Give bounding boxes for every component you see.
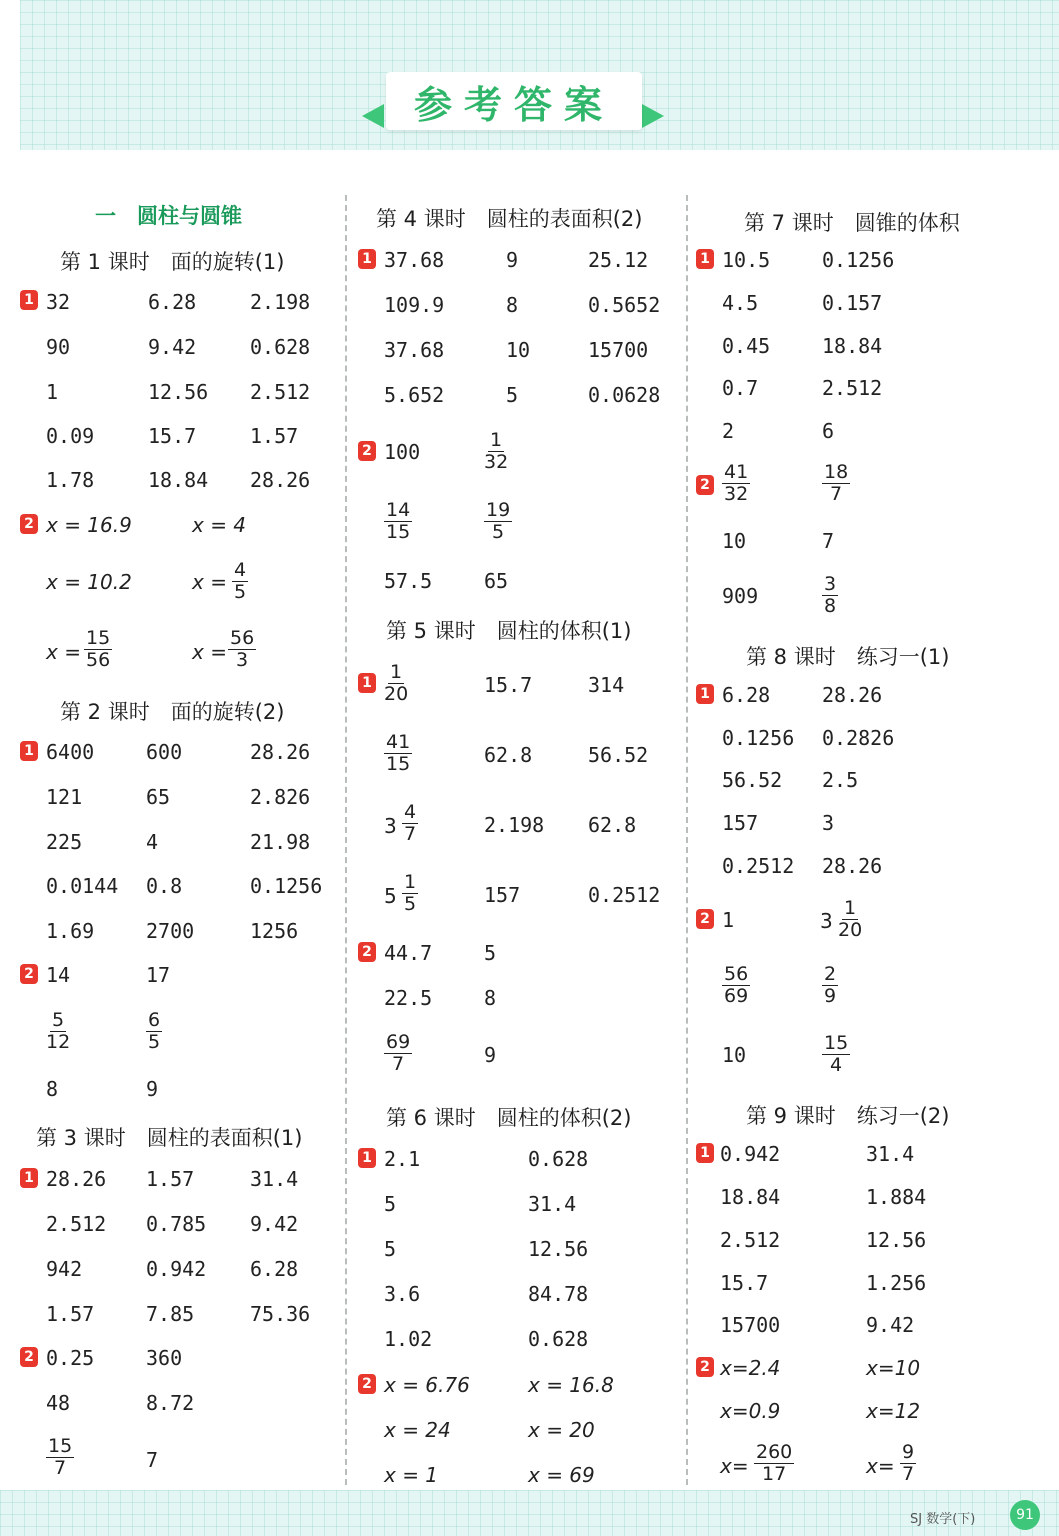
answer: 1	[722, 908, 735, 932]
answer: 157	[484, 883, 521, 907]
answer: 31.4	[866, 1142, 915, 1166]
answer: 6.28	[250, 1257, 299, 1281]
answer: 15.7	[148, 424, 197, 448]
fraction: $\frac{1}{5}$	[404, 871, 417, 915]
question-badge: 2	[358, 1374, 376, 1394]
question-badge: 2	[696, 1357, 714, 1377]
lesson-heading: 第 4 课时 圆柱的表面积(2)	[376, 207, 643, 231]
answer: 56.52	[588, 743, 649, 767]
fraction: $\frac{3}{8}$	[824, 573, 837, 617]
answer: 48	[46, 1391, 71, 1415]
question-badge: 1	[696, 684, 714, 704]
lesson-heading: 第 9 课时 练习一(2)	[746, 1104, 950, 1128]
answer: 15700	[720, 1313, 781, 1337]
answer: 8	[484, 986, 497, 1010]
answer: 75.36	[250, 1302, 311, 1326]
answer: 2.512	[720, 1228, 781, 1252]
lesson-heading: 第 6 课时 圆柱的体积(2)	[386, 1106, 632, 1130]
answer: 109.9	[384, 293, 445, 317]
fraction: $\frac{4}{5}$	[234, 559, 247, 603]
fraction: $\frac{14}{15}$	[386, 499, 411, 543]
answer: 0.1256	[722, 726, 795, 750]
banner-ribbon-right	[642, 104, 664, 128]
question-badge: 2	[696, 909, 714, 929]
answer: x = 10.2	[46, 570, 132, 594]
answer: 28.26	[46, 1167, 107, 1191]
answer: x=12	[866, 1399, 921, 1423]
mixed-number-whole: 3	[820, 909, 833, 933]
answer: 1.69	[46, 919, 95, 943]
answer: 0.1256	[250, 874, 323, 898]
answer: 0.5652	[588, 293, 661, 317]
answer: 6400	[46, 740, 95, 764]
answer: 225	[46, 830, 83, 854]
answer: 6.28	[148, 290, 197, 314]
column-divider	[345, 195, 347, 1485]
question-badge: 2	[696, 475, 714, 495]
page-title: 参考答案	[386, 72, 642, 130]
answer: 3.6	[384, 1282, 421, 1306]
question-badge: 1	[696, 1143, 714, 1163]
answer: 0.157	[822, 291, 883, 315]
answer: 7	[822, 529, 835, 553]
answer: 0.09	[46, 424, 95, 448]
fraction: $\frac{1}{32}$	[484, 429, 509, 473]
answer: x =	[192, 570, 227, 594]
answer: x=	[720, 1454, 749, 1478]
answer: 5	[384, 1237, 397, 1261]
answer: 0.0144	[46, 874, 119, 898]
banner-ribbon-left	[362, 104, 384, 128]
answer: 0.628	[250, 335, 311, 359]
answer: 28.26	[822, 683, 883, 707]
answer: 0.1256	[822, 248, 895, 272]
answer: 90	[46, 335, 71, 359]
answer: 8.72	[146, 1391, 195, 1415]
answer: 0.8	[146, 874, 183, 898]
answer: x = 24	[384, 1418, 451, 1442]
answer: 5	[506, 383, 519, 407]
answer: 12.56	[148, 380, 209, 404]
lesson-heading: 第 3 课时 圆柱的表面积(1)	[36, 1126, 303, 1150]
answer: 360	[146, 1346, 183, 1370]
fraction: $\frac{15}{56}$	[86, 627, 111, 671]
answer: 15.7	[720, 1271, 769, 1295]
question-badge: 1	[358, 1148, 376, 1168]
answer: 22.5	[384, 986, 433, 1010]
answer: 9	[506, 248, 519, 272]
lesson-heading: 第 5 课时 圆柱的体积(1)	[386, 619, 632, 643]
answer: 1.02	[384, 1327, 433, 1351]
fraction: $\frac{1}{20}$	[838, 897, 863, 941]
answer: 2.512	[46, 1212, 107, 1236]
answer: 121	[46, 785, 83, 809]
fraction: $\frac{15}{4}$	[824, 1032, 849, 1076]
answer: 37.68	[384, 248, 445, 272]
answer: 909	[722, 584, 759, 608]
answer: 31.4	[528, 1192, 577, 1216]
answer: x = 4	[192, 513, 247, 537]
answer: 0.785	[146, 1212, 207, 1236]
answer: 5	[484, 941, 497, 965]
footer-band	[0, 1490, 1059, 1536]
answer: 314	[588, 673, 625, 697]
answer: x=	[866, 1454, 895, 1478]
answer: 7	[146, 1448, 159, 1472]
answer: 1.57	[146, 1167, 195, 1191]
fraction: $\frac{69}{7}$	[386, 1031, 411, 1075]
edition-label: SJ 数学(下)	[910, 1512, 976, 1527]
answer: 9	[146, 1077, 159, 1101]
answer: 8	[506, 293, 519, 317]
answer: 9.42	[866, 1313, 915, 1337]
answer: 32	[46, 290, 71, 314]
question-badge: 2	[358, 441, 376, 461]
answer: 5	[384, 1192, 397, 1216]
answer: 10.5	[722, 248, 771, 272]
answer: 10	[722, 1043, 747, 1067]
question-badge: 1	[696, 249, 714, 269]
fraction: $\frac{41}{15}$	[386, 731, 411, 775]
fraction: $\frac{56}{3}$	[230, 627, 255, 671]
answer: 5.652	[384, 383, 445, 407]
answer: 1.256	[866, 1271, 927, 1295]
fraction: $\frac{15}{7}$	[48, 1435, 73, 1479]
answer: 0.628	[528, 1327, 589, 1351]
answer: 18.84	[720, 1185, 781, 1209]
answer: 1256	[250, 919, 299, 943]
question-badge: 1	[20, 1168, 38, 1188]
question-badge: 1	[20, 741, 38, 761]
answer: 942	[46, 1257, 83, 1281]
answer: 2700	[146, 919, 195, 943]
answer: 18.84	[822, 334, 883, 358]
lesson-heading: 第 1 课时 面的旋转(1)	[60, 250, 285, 274]
question-badge: 2	[20, 1347, 38, 1367]
question-badge: 1	[358, 249, 376, 269]
fraction: $\frac{260}{17}$	[756, 1441, 793, 1485]
answer: 1.884	[866, 1185, 927, 1209]
answer: 1	[46, 380, 59, 404]
answer: 62.8	[588, 813, 637, 837]
fraction: $\frac{19}{5}$	[486, 499, 511, 543]
answer: 0.2512	[588, 883, 661, 907]
answer: 28.26	[250, 468, 311, 492]
answer: 2.826	[250, 785, 311, 809]
fraction: $\frac{6}{5}$	[148, 1009, 161, 1053]
question-badge: 1	[358, 673, 376, 693]
answer: 21.98	[250, 830, 311, 854]
chapter-title: 一 圆柱与圆锥	[95, 204, 242, 228]
answer: 3	[822, 811, 835, 835]
fraction: $\frac{4}{7}$	[404, 801, 417, 845]
answer: 0.7	[722, 376, 759, 400]
answer: x =	[192, 640, 227, 664]
answer: 18.84	[148, 468, 209, 492]
answer: 57.5	[384, 569, 433, 593]
fraction: $\frac{56}{69}$	[724, 963, 749, 1007]
answer: 2.198	[250, 290, 311, 314]
answer: 1.57	[250, 424, 299, 448]
answer: 10	[722, 529, 747, 553]
answer: x=2.4	[720, 1356, 781, 1380]
answer: 9.42	[148, 335, 197, 359]
answer: x=0.9	[720, 1399, 781, 1423]
answer: 9	[484, 1043, 497, 1067]
fraction: $\frac{2}{9}$	[824, 963, 837, 1007]
answer: x=10	[866, 1356, 921, 1380]
mixed-number-whole: 3	[384, 814, 397, 838]
answer: x = 6.76	[384, 1373, 470, 1397]
answer: 0.942	[146, 1257, 207, 1281]
answer: x =	[46, 640, 81, 664]
answer: 100	[384, 440, 421, 464]
answer: 9.42	[250, 1212, 299, 1236]
page-number: 91	[1010, 1500, 1040, 1530]
answer: 31.4	[250, 1167, 299, 1191]
column-divider	[686, 195, 688, 1485]
answer: 8	[46, 1077, 59, 1101]
answer: 0.0628	[588, 383, 661, 407]
answer: 25.12	[588, 248, 649, 272]
answer: 62.8	[484, 743, 533, 767]
answer: 1.57	[46, 1302, 95, 1326]
answer: x = 16.8	[528, 1373, 614, 1397]
answer: 7.85	[146, 1302, 195, 1326]
answer: 65	[484, 569, 509, 593]
mixed-number-whole: 5	[384, 884, 397, 908]
answer: x = 69	[528, 1463, 595, 1487]
question-badge: 2	[20, 964, 38, 984]
answer: 2	[722, 419, 735, 443]
lesson-heading: 第 7 课时 圆锥的体积	[744, 211, 960, 235]
answer: 84.78	[528, 1282, 589, 1306]
lesson-heading: 第 2 课时 面的旋转(2)	[60, 700, 285, 724]
answer: 0.2512	[722, 854, 795, 878]
answer: 12.56	[528, 1237, 589, 1261]
answer: 44.7	[384, 941, 433, 965]
fraction: $\frac{1}{20}$	[384, 661, 409, 705]
answer: 15700	[588, 338, 649, 362]
answer: 2.5	[822, 768, 859, 792]
answer: 6.28	[722, 683, 771, 707]
answer: 2.1	[384, 1147, 421, 1171]
answer: 65	[146, 785, 171, 809]
question-badge: 1	[20, 290, 38, 310]
lesson-heading: 第 8 课时 练习一(1)	[746, 645, 950, 669]
answer: 17	[146, 963, 171, 987]
answer: 56.52	[722, 768, 783, 792]
answer: 14	[46, 963, 71, 987]
answer: x = 16.9	[46, 513, 132, 537]
answer: 12.56	[866, 1228, 927, 1252]
fraction: $\frac{5}{12}$	[46, 1009, 71, 1053]
fraction: $\frac{41}{32}$	[724, 461, 749, 505]
answer: 1.78	[46, 468, 95, 492]
answer: 28.26	[822, 854, 883, 878]
answer: 0.942	[720, 1142, 781, 1166]
fraction: $\frac{18}{7}$	[824, 461, 849, 505]
answer: 0.25	[46, 1346, 95, 1370]
answer: 0.45	[722, 334, 771, 358]
answer: 28.26	[250, 740, 311, 764]
answer: 2.512	[822, 376, 883, 400]
answer: 10	[506, 338, 531, 362]
answer: 2.512	[250, 380, 311, 404]
answer: x = 20	[528, 1418, 595, 1442]
answer: 0.2826	[822, 726, 895, 750]
answer: 600	[146, 740, 183, 764]
answer: 4	[146, 830, 159, 854]
answer: 2.198	[484, 813, 545, 837]
answer: 0.628	[528, 1147, 589, 1171]
question-badge: 2	[358, 942, 376, 962]
fraction: $\frac{9}{7}$	[902, 1441, 915, 1485]
answer: 37.68	[384, 338, 445, 362]
answer: 15.7	[484, 673, 533, 697]
answer: 4.5	[722, 291, 759, 315]
question-badge: 2	[20, 514, 38, 534]
answer: 6	[822, 419, 835, 443]
answer: 157	[722, 811, 759, 835]
answer: x = 1	[384, 1463, 439, 1487]
